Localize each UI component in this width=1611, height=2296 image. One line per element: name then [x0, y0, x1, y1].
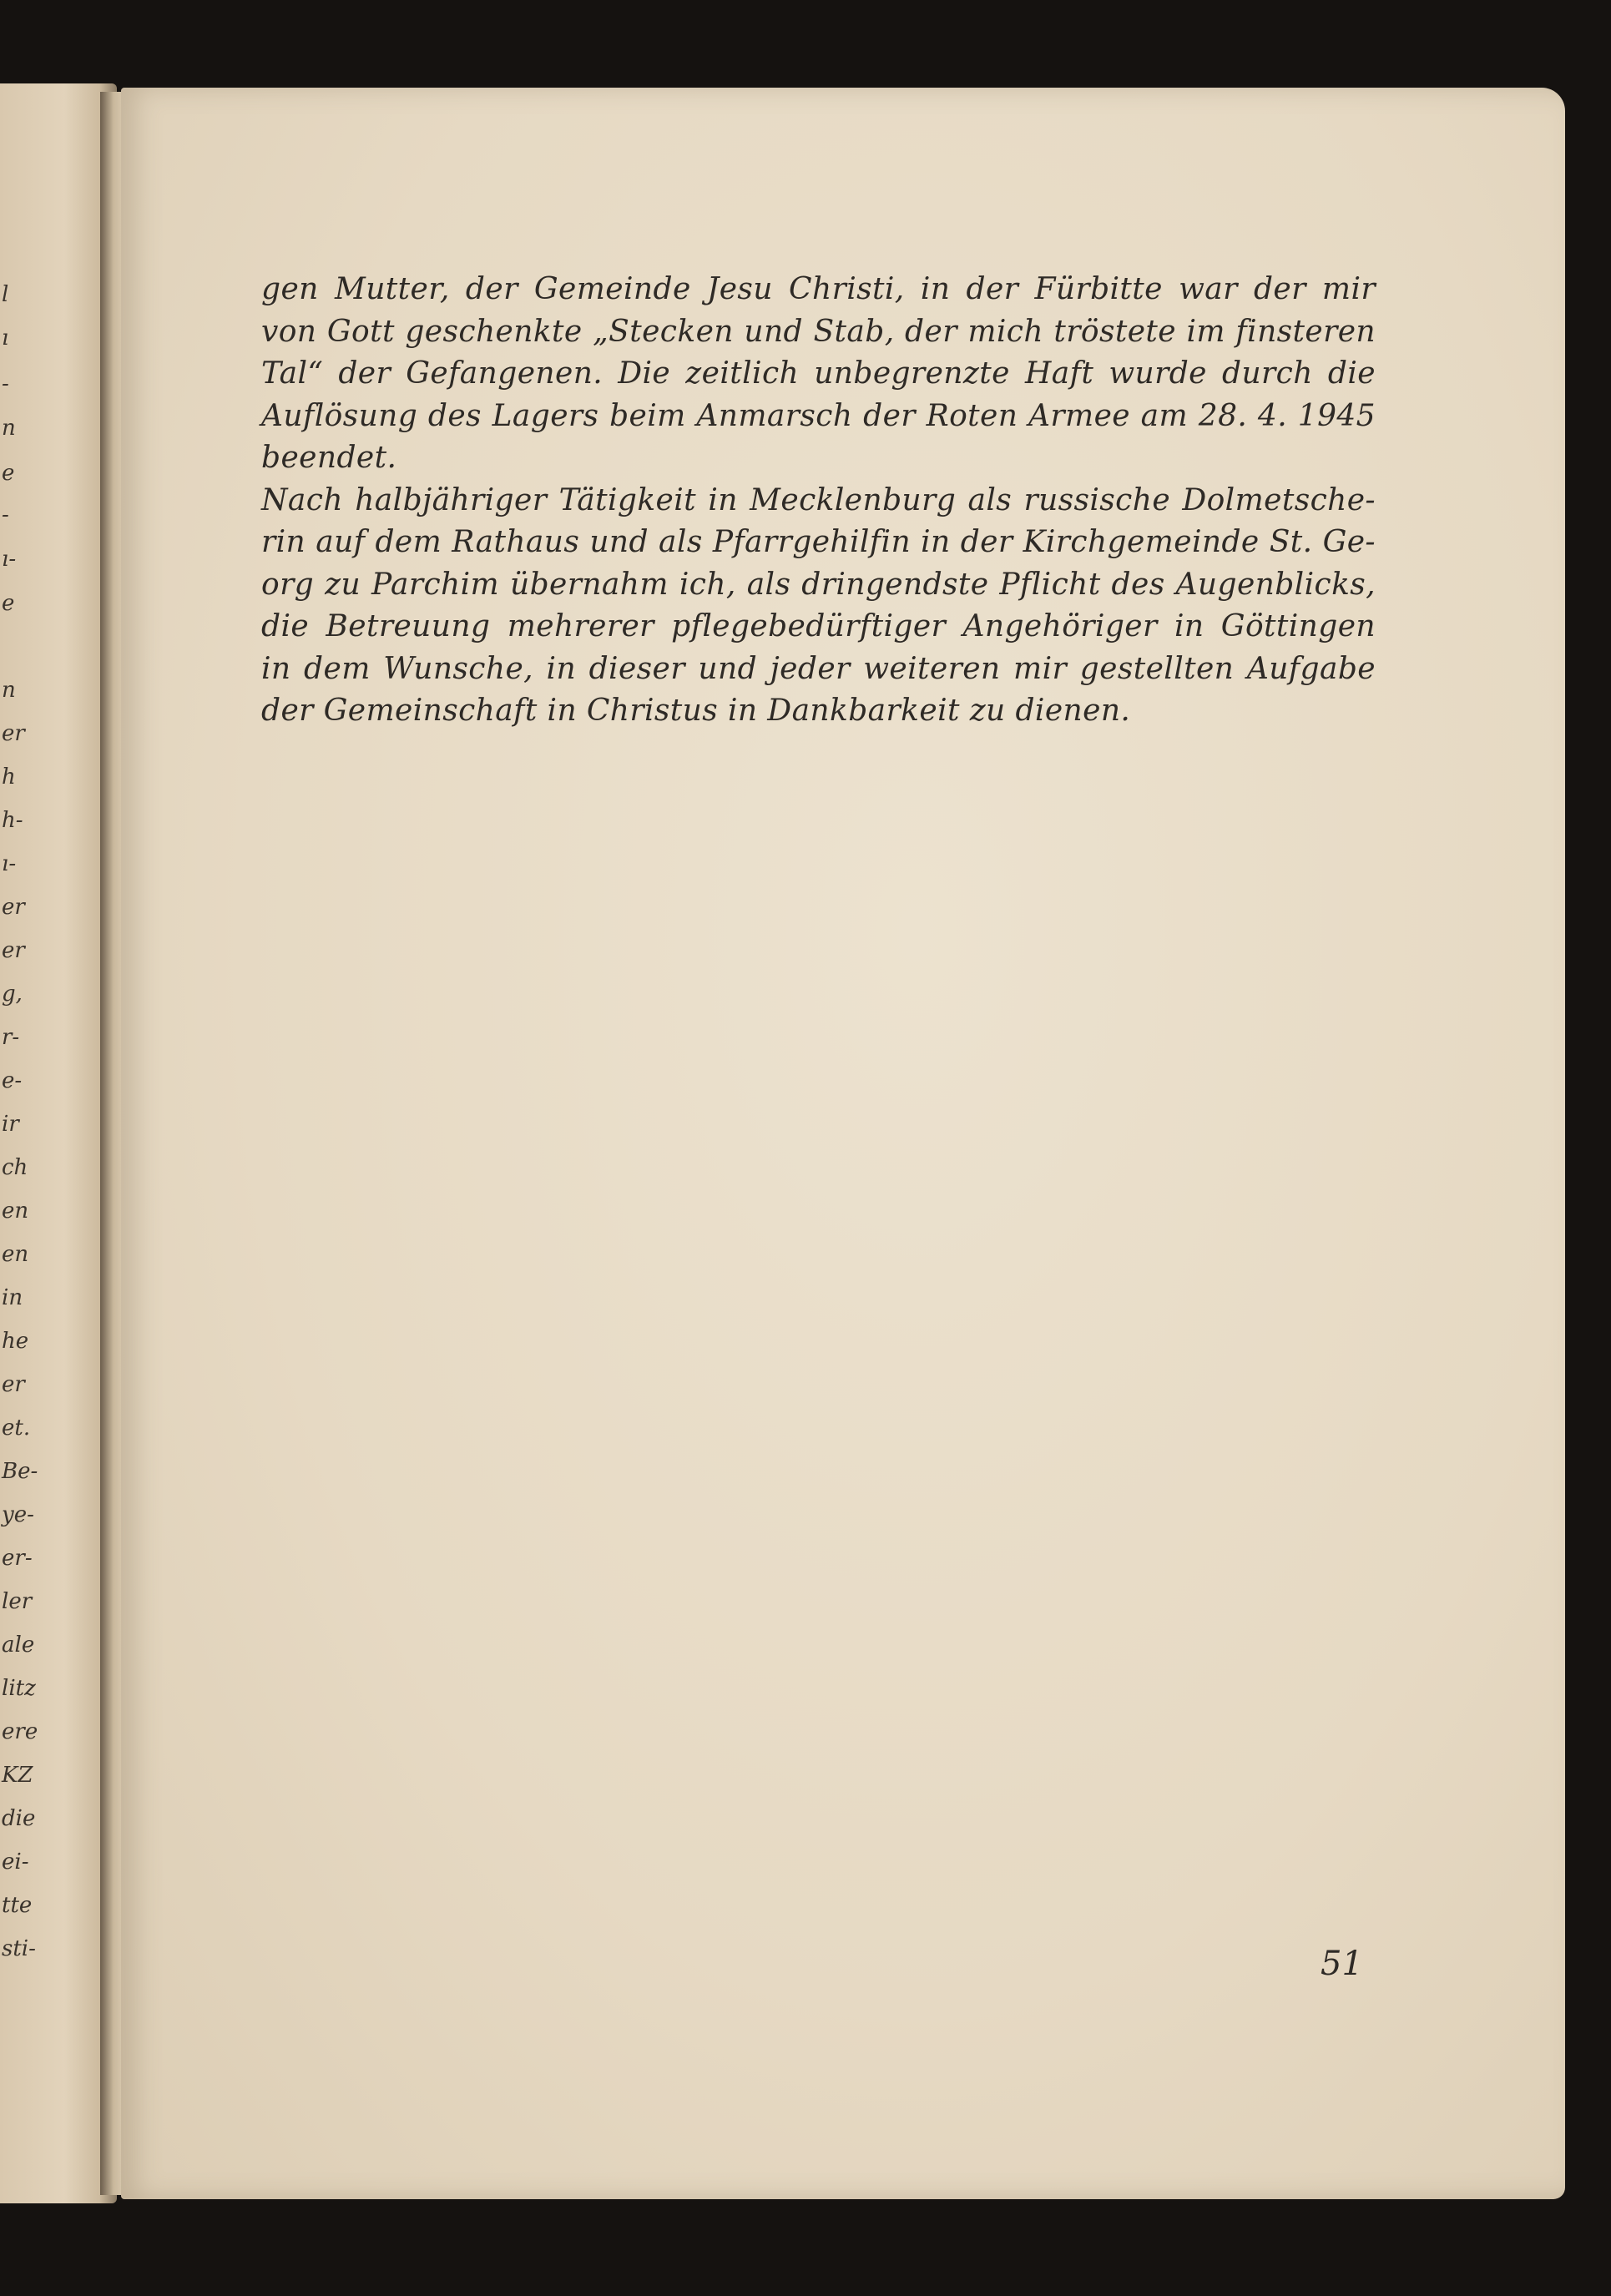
- left-page-fragment: ale: [2, 1632, 35, 1658]
- left-page-fragment: in: [2, 1285, 23, 1310]
- left-page-fragment: sti-: [2, 1936, 36, 1961]
- left-page-fragment: er: [2, 938, 25, 963]
- text-line: die Betreuung mehrerer pflegebedürftiger Angehöriger in Göttingen: [261, 609, 1376, 643]
- left-page-fragment: n: [2, 678, 16, 703]
- left-page-fragment: e-: [2, 1068, 23, 1093]
- left-page-fragment: ch: [2, 1155, 28, 1180]
- text-line: gen Mutter, der Gemeinde Jesu Christi, in der Fürbitte war der mir: [261, 272, 1376, 306]
- left-page-fragment: ı-: [2, 547, 17, 572]
- left-page-fragment: ı: [2, 325, 9, 351]
- left-page-fragment: ler: [2, 1589, 33, 1614]
- left-page-fragment: ir: [2, 1112, 19, 1137]
- left-page-fragment: er-: [2, 1546, 33, 1571]
- left-page-fragment: die: [2, 1806, 36, 1831]
- text-line: org zu Parchim übernahm ich, als dringendste Pflicht des Augenblicks,: [261, 567, 1376, 602]
- left-page-fragment: e: [2, 591, 15, 616]
- left-page-fragment: r-: [2, 1025, 20, 1050]
- left-page-fragment: litz: [2, 1676, 36, 1701]
- text-line: Tal“ der Gefangenen. Die zeitlich unbegrenzte Haft wurde durch die: [261, 356, 1376, 391]
- page-number: 51: [1321, 1945, 1363, 1983]
- left-page-fragment: en: [2, 1242, 29, 1267]
- left-page-fragment: Be-: [2, 1459, 38, 1484]
- left-page-fragment: h: [2, 764, 16, 790]
- left-page-fragment: er: [2, 895, 25, 920]
- left-page-fragment: ei-: [2, 1849, 29, 1875]
- left-page-fragment: ı-: [2, 851, 17, 876]
- left-page-fragment: ere: [2, 1719, 38, 1744]
- left-page-fragment: -: [2, 371, 9, 396]
- left-page-fragment: en: [2, 1198, 29, 1224]
- text-line: Nach halbjähriger Tätigkeit in Mecklenburg als russische Dolmetsche-: [261, 482, 1376, 517]
- left-page-fragment: e: [2, 461, 15, 486]
- left-page-fragment: KZ: [2, 1763, 33, 1788]
- text-line: in dem Wunsche, in dieser und jeder weiteren mir gestellten Aufgabe: [261, 651, 1376, 686]
- left-page-fragment: l: [2, 282, 9, 307]
- left-page-fragment: tte: [2, 1893, 33, 1918]
- left-page-fragment: ye-: [2, 1502, 34, 1527]
- left-page-fragment: n: [2, 416, 16, 441]
- text-line: rin auf dem Rathaus und als Pfarrgehilfin in der Kirchgemeinde St. Ge-: [261, 525, 1376, 559]
- left-page-fragment: er: [2, 1372, 25, 1397]
- left-page-fragment: -: [2, 502, 9, 527]
- left-page-fragment: er: [2, 721, 25, 746]
- left-page-fragment: et.: [2, 1415, 31, 1441]
- left-page-fragment: he: [2, 1329, 29, 1354]
- left-page-fragment: h-: [2, 808, 23, 833]
- text-line: von Gott geschenkte „Stecken und Stab, der mich tröstete im finsteren: [261, 314, 1376, 349]
- text-line: beendet.: [261, 441, 397, 475]
- left-page-edge: [0, 83, 117, 2203]
- left-page-fragment: g,: [2, 981, 23, 1007]
- text-line: Auflösung des Lagers beim Anmarsch der Roten Armee am 28. 4. 1945: [261, 398, 1376, 433]
- text-line: der Gemeinschaft in Christus in Dankbarkeit zu dienen.: [261, 694, 1131, 728]
- body-text: [261, 269, 1376, 733]
